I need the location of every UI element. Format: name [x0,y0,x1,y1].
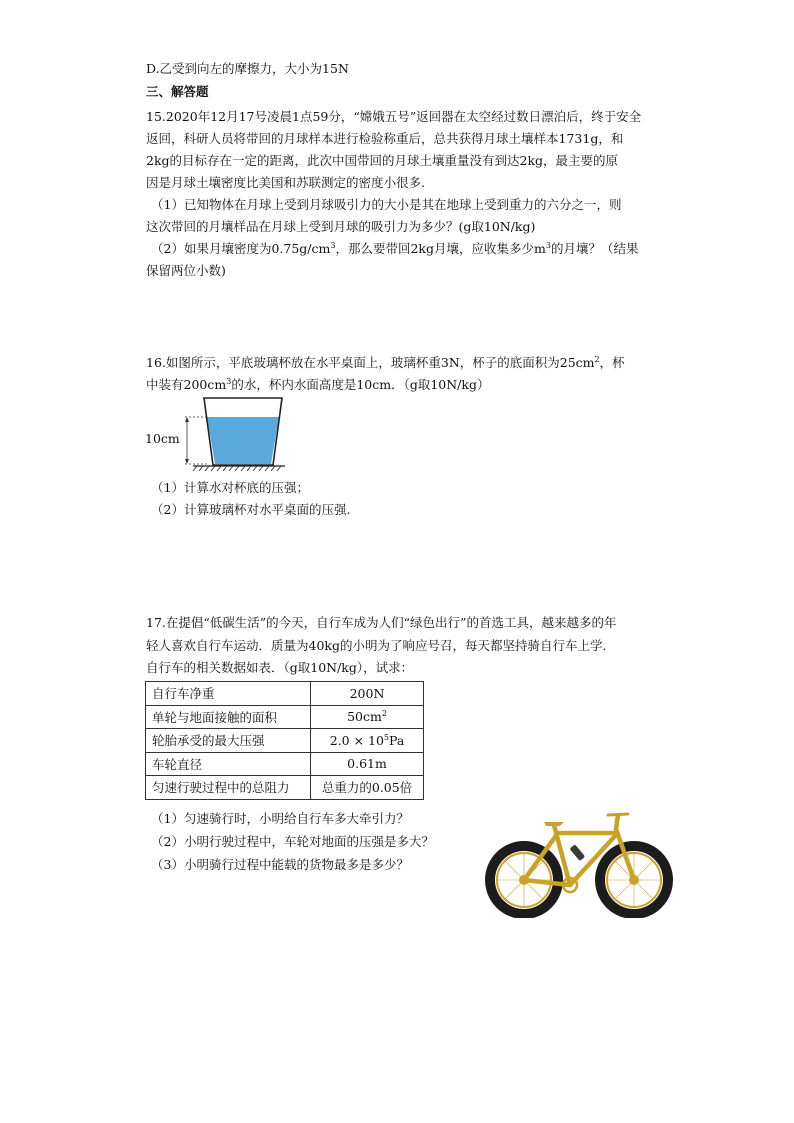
option-d: D.乙受到向左的摩擦力，大小为15N [146,61,349,76]
q15-text-2: 返回，科研人员将带回的月球样本进行检验称重后，总共获得月球土壤样本1731g，和 [146,131,624,146]
table-cell-key: 自行车净重 [146,682,311,706]
q16-text-2: 中装有$200cm^3$的水，杯内水面高度是10cm．（g取10N/kg） [146,377,490,392]
q17-sub2: （2）小明行驶过程中，车轮对地面的压强是多大？ [151,834,434,849]
table-cell-value: $2.0 \times 10^5Pa$ [311,729,424,753]
q15-text-3: 2kg的目标存在一定的距离，此次中国带回的月球土壤重量没有到达2kg，最主要的原 [146,153,619,168]
table-cell-key: 单轮与地面接触的面积 [146,705,311,729]
q17-sub1: （1）匀速骑行时，小明给自行车多大牵引力？ [151,811,409,826]
height-label: 10cm [145,431,180,446]
q15-text-1: 15.2020年12月17号凌晨1点59分，“嫦娥五号”返回器在太空经过数日漂泊后，终于安全 [146,109,642,124]
q15-sub1-1: （1）已知物体在月球上受到月球吸引力的大小是其在地球上受到重力的六分之一，则 [151,197,622,212]
q16-sub2: （2）计算玻璃杯对水平桌面的压强. [151,502,351,517]
table-cell-value: $50cm^2$ [311,705,424,729]
q15-sub2-1: （2）如果月壤密度为$0.75g/cm^3$，那么要带回2kg月壤，应收集多少$m^3$的月壤？（结果 [151,241,639,256]
q17-text-3: 自行车的相关数据如表．（g取10N/kg），试求： [146,660,414,675]
table-cell-key: 轮胎承受的最大压强 [146,729,311,753]
table-row [146,729,424,753]
bicycle-image [484,805,676,918]
q17-text-1: 17.在提倡“低碳生活”的今天，自行车成为人们“绿色出行”的首选工具，越来越多的年 [146,615,617,630]
table-cell-value: 总重力的0.05倍 [311,776,424,800]
table-row [146,752,424,776]
table-row [146,776,424,800]
q15-sub1-2: 这次带回的月壤样品在月球上受到月球的吸引力为多少？(g取10N/kg) [146,219,536,234]
section-heading: 三、解答题 [146,84,209,99]
q17-sub3: （3）小明骑行过程中能载的货物最多是多少？ [151,857,409,872]
table-cell-value: 200N [311,682,424,706]
bicycle-data-table [145,681,424,800]
q17-text-2: 轻人喜欢自行车运动．质量为40kg的小明为了响应号召，每天都坚持骑自行车上学． [146,638,615,653]
q16-sub1: （1）计算水对杯底的压强； [151,480,309,495]
table-cell-key: 车轮直径 [146,752,311,776]
q15-text-4: 因是月球土壤密度比美国和苏联测定的密度小很多. [146,175,425,190]
q16-text-1: 16.如图所示，平底玻璃杯放在水平桌面上，玻璃杯重3N，杯子的底面积为$25cm^2$，杯 [146,355,625,370]
table-row [146,705,424,729]
table-row [146,682,424,706]
q15-sub2-2: 保留两位小数) [146,263,226,278]
glass-cup-figure [145,395,295,471]
table-cell-key: 匀速行驶过程中的总阻力 [146,776,311,800]
table-cell-value: 0.61m [311,752,424,776]
